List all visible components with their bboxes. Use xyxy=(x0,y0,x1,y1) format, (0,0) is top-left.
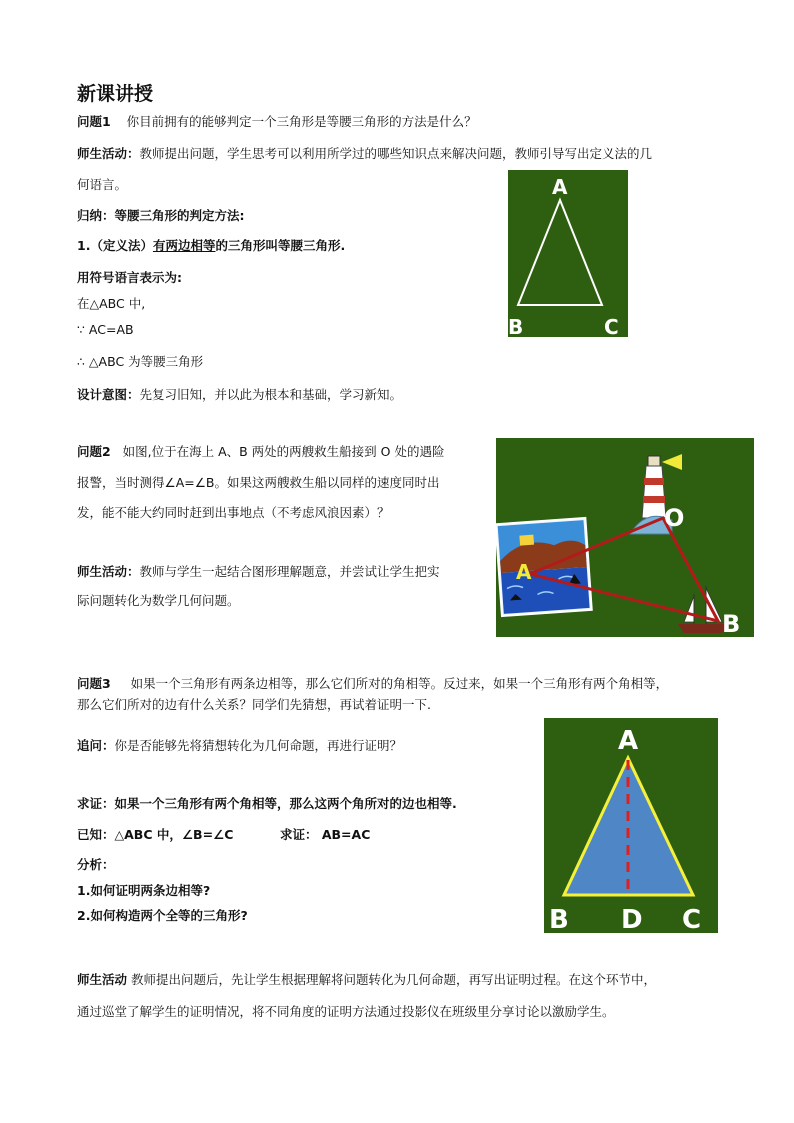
q3-activity-line2: 通过巡堂了解学生的证明情况，将不同角度的证明方法通过投影仪在班级里分享讨论以激励学生。 xyxy=(77,1004,615,1019)
point-label-a: A xyxy=(516,560,532,584)
q3-text-line1: 如果一个三角形有两条边相等，那么它们所对的角相等。反过来，如果一个三角形有两个角相等， xyxy=(130,676,669,691)
q1-sym2: ∵ AC=AB xyxy=(77,322,134,337)
q1-activity-label: 师生活动： xyxy=(77,146,140,161)
q3-activity xyxy=(77,972,656,988)
q3-to-prove: 求证： AB=AC xyxy=(280,827,371,842)
figure-isosceles-triangle xyxy=(508,170,628,337)
q3-activity-line1: 教师提出问题后，先让学生根据理解将问题转化为几何命题，再写出证明过程。在这个环节中， xyxy=(131,972,657,987)
q1-summary: 归纳：等腰三角形的判定方法: xyxy=(77,208,245,223)
q1-method xyxy=(77,238,345,254)
q1-symbolic-heading: 用符号语言表示为: xyxy=(77,270,182,285)
q3-followup-label: 追问： xyxy=(77,738,115,753)
q2-label: 问题2 xyxy=(77,444,111,459)
q3-a2: 2.如何构造两个全等的三角形? xyxy=(77,908,248,923)
point-label-b: B xyxy=(722,610,741,637)
q3-followup xyxy=(77,738,402,754)
q1-activity-line2: 何语言。 xyxy=(77,177,128,192)
q3-analysis: 分析： xyxy=(77,857,115,872)
q2-text-line1: 如图,位于在海上 A、B 两处的两艘救生船接到 O 处的遇险 xyxy=(122,444,445,459)
q1-method-prefix: 1.（定义法） xyxy=(77,238,153,253)
q1-sym1: 在△ABC 中, xyxy=(77,296,146,311)
q2-line3: 发，能不能大约同时赶到出事地点（不考虑风浪因素）？ xyxy=(77,505,390,520)
q3-known: 已知：△ABC 中，∠B=∠C xyxy=(77,827,234,842)
q2-activity-label: 师生活动： xyxy=(77,564,140,579)
vertex-label-c: C xyxy=(604,315,619,337)
q3-activity-label: 师生活动 xyxy=(77,972,128,987)
q1-intent-label: 设计意图： xyxy=(77,387,140,402)
q1-activity xyxy=(77,146,652,162)
point-label-o: O xyxy=(664,504,685,532)
q1-label: 问题1 xyxy=(77,114,111,129)
q2-activity-line1: 教师与学生一起结合图形理解题意，并尝试让学生把实 xyxy=(139,564,440,579)
q1-intent-text: 先复习旧知，并以此为根本和基础，学习新知。 xyxy=(139,387,403,402)
q2-activity-line2: 际问题转化为数学几何问题。 xyxy=(77,593,240,608)
vertex-label-c: C xyxy=(682,905,702,933)
q3-label: 问题3 xyxy=(77,676,111,691)
triangle-outline xyxy=(518,200,602,305)
q1-method-suffix: 的三角形叫等腰三角形. xyxy=(215,238,346,253)
q3-line2: 那么它们所对的边有什么关系？同学们先猜想，再试着证明一下. xyxy=(77,697,431,712)
q1-method-underlined: 有两边相等 xyxy=(152,238,216,253)
figure-rescue-ships xyxy=(496,438,754,637)
q2-activity xyxy=(77,564,440,580)
point-label-d: D xyxy=(621,905,643,933)
q1-activity-line1: 教师提出问题，学生思考可以利用所学过的哪些知识点来解决问题，教师引导写出定义法的几 xyxy=(139,146,653,161)
q1-question: 你目前拥有的能够判定一个三角形是等腰三角形的方法是什么？ xyxy=(126,114,477,129)
vertex-label-b: B xyxy=(508,315,524,337)
q3-prove: 求证：如果一个三角形有两个角相等，那么这两个角所对的边也相等. xyxy=(77,796,457,811)
section-title: 新课讲授 xyxy=(77,83,154,105)
q3-line1 xyxy=(77,676,668,692)
q1-intent xyxy=(77,387,402,403)
q1-sym3: ∴ △ABC 为等腰三角形 xyxy=(77,354,204,369)
q2-line2: 报警，当时测得∠A=∠B。如果这两艘救生船以同样的速度同时出 xyxy=(77,475,440,490)
figure-triangle-median xyxy=(544,718,718,933)
q3-a1: 1.如何证明两条边相等? xyxy=(77,883,211,898)
q2-line1 xyxy=(77,444,444,460)
q1-line xyxy=(77,114,477,130)
vertex-label-b: B xyxy=(549,905,569,933)
vertex-label-a: A xyxy=(552,175,568,199)
vertex-label-a: A xyxy=(618,726,639,756)
q3-followup-text: 你是否能够先将猜想转化为几何命题，再进行证明？ xyxy=(114,738,403,753)
